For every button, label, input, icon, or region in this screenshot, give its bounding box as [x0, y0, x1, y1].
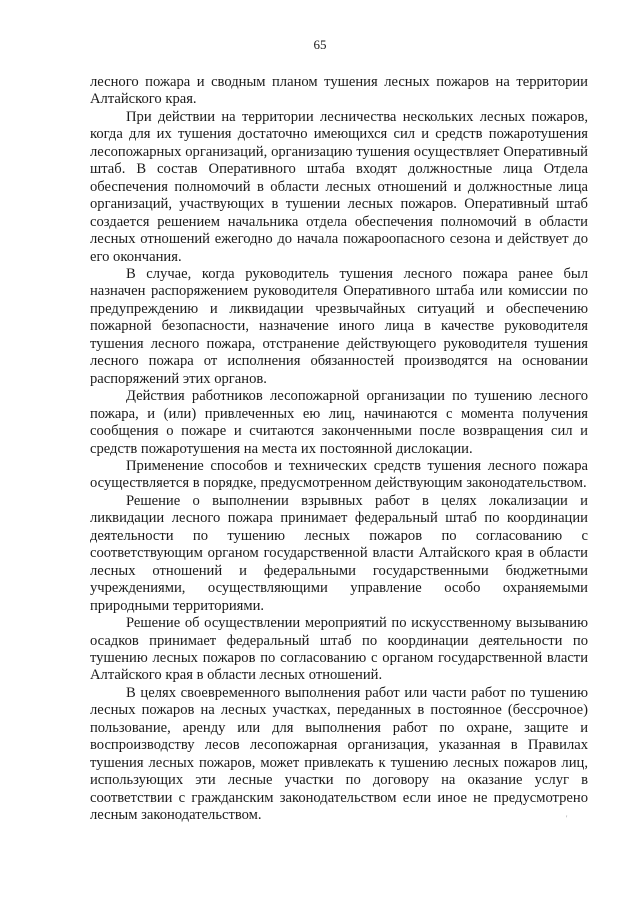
- paragraph-5: Применение способов и технических средств тушения лесного пожара осуществляется в порядке, предусмотренном действующим законодательством.: [90, 457, 588, 492]
- paragraph-6: Решение о выполнении взрывных работ в целях локализации и ликвидации лесного пожара принимает федеральный штаб по координации деятельности по тушению лесных пожаров по согласованию с соответствующим органом государственной власти Алтайского края в области лесных отношений и федеральными государственными бюджетными учреждениями, осуществляющими управление особо охраняемыми природными территориями.: [90, 492, 588, 614]
- paragraph-1: лесного пожара и сводным планом тушения лесных пожаров на территории Алтайского края.: [90, 74, 588, 108]
- paragraph-7: Решение об осуществлении мероприятий по искусственному вызыванию осадков принимает федеральный штаб по координации деятельности по тушению лесных пожаров по согласованию с органом государственной власти Алтайского края в области лесных отношений.: [90, 615, 588, 684]
- page-number: 65: [313, 37, 327, 52]
- paragraph-8: В целях своевременного выполнения работ или части работ по тушению лесных пожаров на лесных участках, переданных в постоянное (бессрочное) пользование, аренду или для выполнения работ по охране, защите и воспроизводству лесов лесопожарная организация, указанная в Правилах тушения лесных пожаров, может привлекать к тушению лесных пожаров лиц, использующих эти лесные участки по договору на оказание услуг в соответствии с гражданским законодательством если иное не предусмотрено лесным законодательством.: [90, 684, 588, 824]
- scan-mark: ': [566, 814, 568, 823]
- paragraph-4: Действия работников лесопожарной организации по тушению лесного пожара, и (или) привлеченных ею лиц, начинаются с момента получения сообщения о пожаре и считаются законченными после возвращения сил и средств пожаротушения на места их постоянной дислокации.: [90, 388, 588, 457]
- paragraph-2: При действии на территории лесничества нескольких лесных пожаров, когда для их тушения достаточно имеющихся сил и средств пожаротушения лесопожарных организаций, организацию тушения осуществляет Оперативный штаб. В состав Оперативного штаба входят должностные лица Отдела обеспечения полномочий в области лесных отношений и должностные лица организаций, участвующих в тушении лесных пожаров. Оперативный штаб создается решением начальника отдела обеспечения полномочий в области лесных отношений ежегодно до начала пожароопасного сезона и действует до его окончания.: [90, 108, 588, 265]
- document-body: [90, 74, 588, 824]
- paragraph-3: В случае, когда руководитель тушения лесного пожара ранее был назначен распоряжением руководителя Оперативного штаба или комиссии по предупреждению и ликвидации чрезвычайных ситуаций и обеспечению пожарной безопасности, назначение иного лица в качестве руководителя тушения лесного пожара, отстранение действующего руководителя тушения лесного пожара от исполнения обязанностей производятся на основании распоряжений этих органов.: [90, 265, 588, 387]
